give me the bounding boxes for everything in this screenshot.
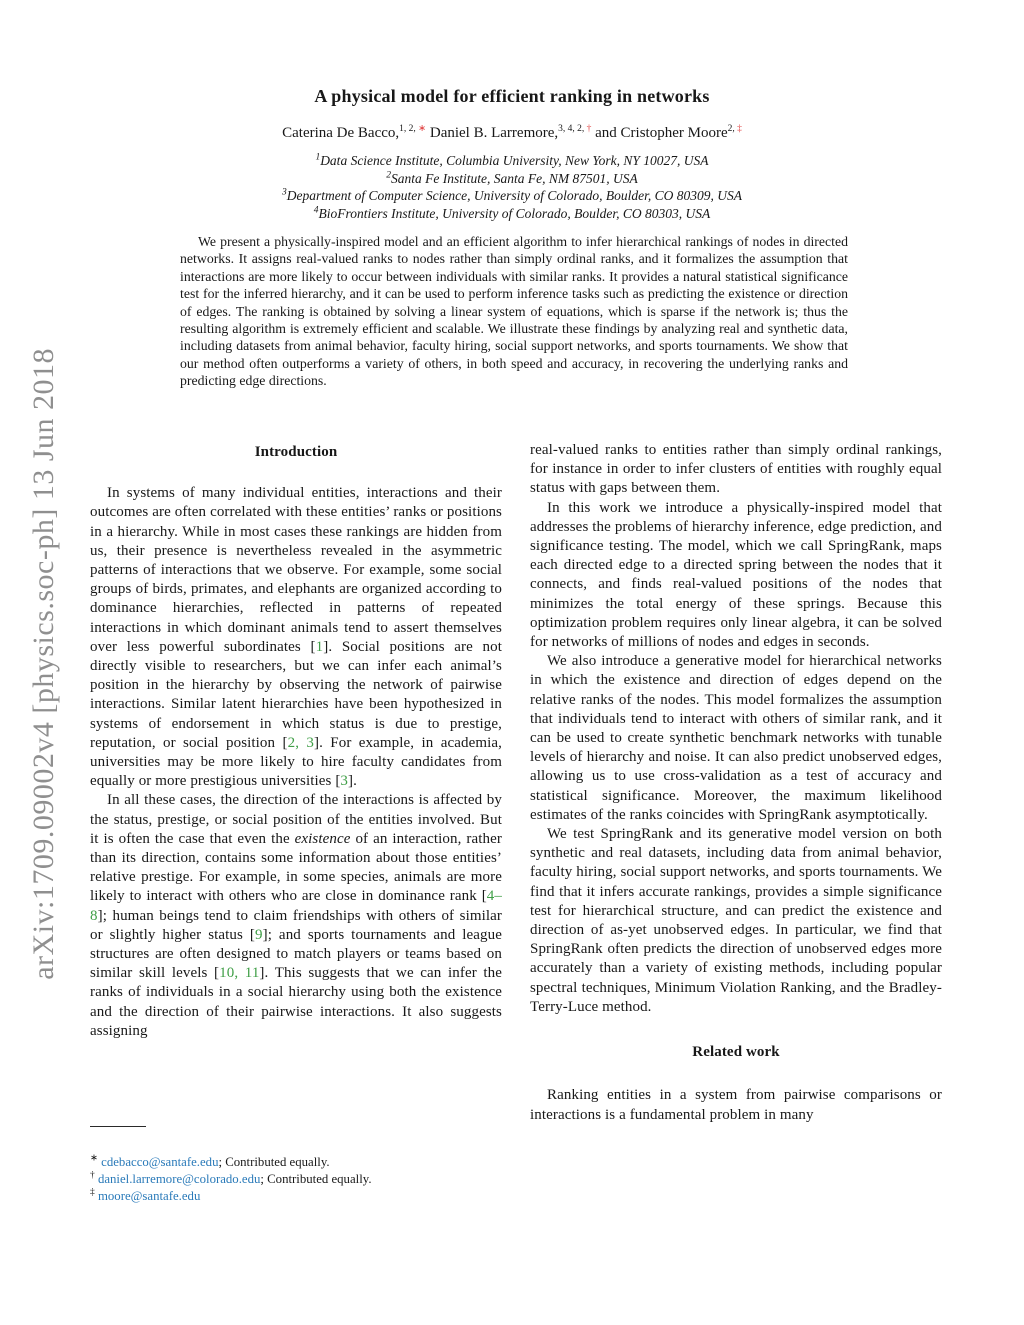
authors-line: Caterina De Bacco,$^{1, 2,}$ ∗ Daniel B. Larremore,$^{3, 4, 2,}$ † and Cristopher Moore$^{2,}$ ‡ [282, 124, 742, 141]
paragraph: We also introduce a generative model for hierarchical networks in which the existence and direction of edges depend on the relative ranks of the nodes. This model formalizes the assumption that individuals tend to interact with others of similar rank, and it can be used to create synthetic benchmark networks with tunable levels of hierarchy and noise. It can also predict unobserved edges, allowing us to use cross-validation as a test of accuracy and statistical significance. Moreover, the maximum likelihood estimates of the ranks coincides with SpringRank asymptotically. [530, 653, 942, 823]
footnote-line: ∗ cdebacco@santafe.edu; Contributed equally. [90, 1153, 330, 1169]
footnote-lines [90, 1154, 502, 1205]
email-link[interactable]: moore@santafe.edu [97, 1189, 201, 1203]
citation-link[interactable]: 3 [340, 773, 349, 790]
paragraph: real-valued ranks to entities rather than simply ordinal rankings, for instance in order to infer clusters of entities with roughly equal status with gaps between them. [530, 442, 942, 497]
right-column-paragraphs [530, 441, 942, 1017]
section-heading-related-work: Related work [692, 1044, 780, 1061]
citation-link[interactable]: 10, 11 [219, 965, 260, 982]
arxiv-watermark [20, 306, 68, 1022]
abstract [180, 233, 848, 390]
affiliation-line: $^4$BioFrontiers Institute, University of Colorado, Boulder, CO 80303, USA [313, 205, 711, 221]
affiliation-line: $^1$Data Science Institute, Columbia University, New York, NY 10027, USA [315, 152, 709, 168]
footnote-line: ‡ moore@santafe.edu [90, 1187, 201, 1203]
affiliation-line: $^3$Department of Computer Science, University of Colorado, Boulder, CO 80309, USA [282, 187, 742, 204]
affiliation-line: $^2$Santa Fe Institute, Santa Fe, NM 87501, USA [386, 170, 638, 186]
paragraph: In systems of many individual entities, interactions and their outcomes are often correlated with these entities’ ranks or positions in a hierarchy. While in most cases these rankings are hidden from us, their presence is nevertheless revealed in the asymmetric patterns of interactions that we observe. For example, some social groups of birds, primates, and elephants are organized according to dominance hierarchies, reflected in patterns of repeated interactions in which dominant animals tend to assert themselves over less powerful subordinates [1]. Social positions are not directly visible to researchers, but we can infer each animal’s position in the hierarchy by observing the network of pairwise interactions. Similar latent hierarchies have been hypothesized in systems of endorsement in which status is due to prestige, reputation, or social position [2, 3]. For example, in academia, universities may be more likely to hire faculty candidates from equally or more prestigious universities [3]. [90, 485, 502, 790]
citation-link[interactable]: 1 [315, 638, 324, 655]
paragraph: In all these cases, the direction of the interactions is affected by the status, prestige, or social position of the entities involved. But it is often the case that even the existence of an interaction, rather than its direction, contains some information about those entities’ relative prestige. For example, in some species, animals are more likely to interact with others who are close in dominance rank [4–8]; human beings tend to claim friendships with others of similar or slightly higher status [9]; and sports tournaments and league structures are often designed to match players or teams based on similar skill levels [10, 11]. This suggests that we can infer the ranks of individuals in a social hierarchy using both the existence and the direction of their pairwise interactions. It also suggests assigning [90, 792, 503, 1039]
email-link[interactable]: daniel.larremore@colorado.edu [97, 1172, 261, 1186]
page-title: A physical model for efficient ranking in networks [314, 86, 710, 106]
email-link[interactable]: cdebacco@santafe.edu [101, 1155, 219, 1169]
affiliations [0, 152, 1024, 222]
left-column [90, 443, 502, 1041]
citation-link[interactable]: 9 [255, 926, 263, 943]
footnotes [90, 1126, 502, 1205]
citation-link[interactable]: 2, 3 [287, 734, 314, 751]
paragraph: In this work we introduce a physically-inspired model that addresses the problems of hierarchy inference, edge prediction, and significance testing. The model, which we call SpringRank, maps each directed edge to a directed spring between the nodes that it connects, and finds real-valued positions of the nodes that minimizes the total energy of these springs. Because this optimization problem requires only linear algebra, it can be solved for networks of millions of nodes and edges in seconds. [530, 499, 942, 651]
related-work-paragraphs [530, 1086, 942, 1124]
section-heading-introduction: Introduction [254, 444, 338, 460]
paragraph: We test SpringRank and its generative model version on both synthetic and real datasets, including data from animal behavior, faculty hiring, social support networks, and sports tournaments. We find that it infers accurate rankings, provides a simple significance test for hierarchical structure, and can predict the existence and direction of as-yet unobserved edges. In particular, we find that SpringRank often predicts the direction of unobserved edges more accurately than a variety of existing methods, including popular spectral techniques, Minimum Violation Ranking, and the Bradley-Terry-Luce method. [530, 826, 942, 1015]
introduction-paragraphs [90, 484, 502, 1041]
footnote-line: † daniel.larremore@colorado.edu; Contributed equally. [90, 1170, 372, 1186]
abstract-text: We present a physically-inspired model and an efficient algorithm to infer hierarchical rankings of nodes in directed networks. It assigns real-valued ranks to nodes rather than simply ordinal ranks, and it formalizes the assumption that interactions are more likely to occur between individuals with similar ranks. It provides a natural statistical significance test for the inferred hierarchy, and it can be used to perform inference tasks such as predicting the existence or direction of edges. The ranking is obtained by solving a linear system of equations, which is sparse if the network is; thus the resulting algorithm is extremely efficient and scalable. We illustrate these findings by analyzing real and synthetic data, including datasets from animal behavior, faculty hiring, social support networks, and sports tournaments. We show that our method often outperforms a variety of others, in both speed and accuracy, in recovering the underlying ranks and predicting edge directions. [180, 234, 848, 389]
arxiv-id-label: arXiv:1709.09002v4 [physics.soc-ph] 13 Jun 2018 [27, 348, 60, 980]
footnote-rule [90, 1126, 146, 1127]
paragraph: Ranking entities in a system from pairwise comparisons or interactions is a fundamental problem in many [530, 1087, 942, 1123]
right-column [530, 441, 942, 1125]
citation-link[interactable]: 4–8 [90, 888, 502, 924]
